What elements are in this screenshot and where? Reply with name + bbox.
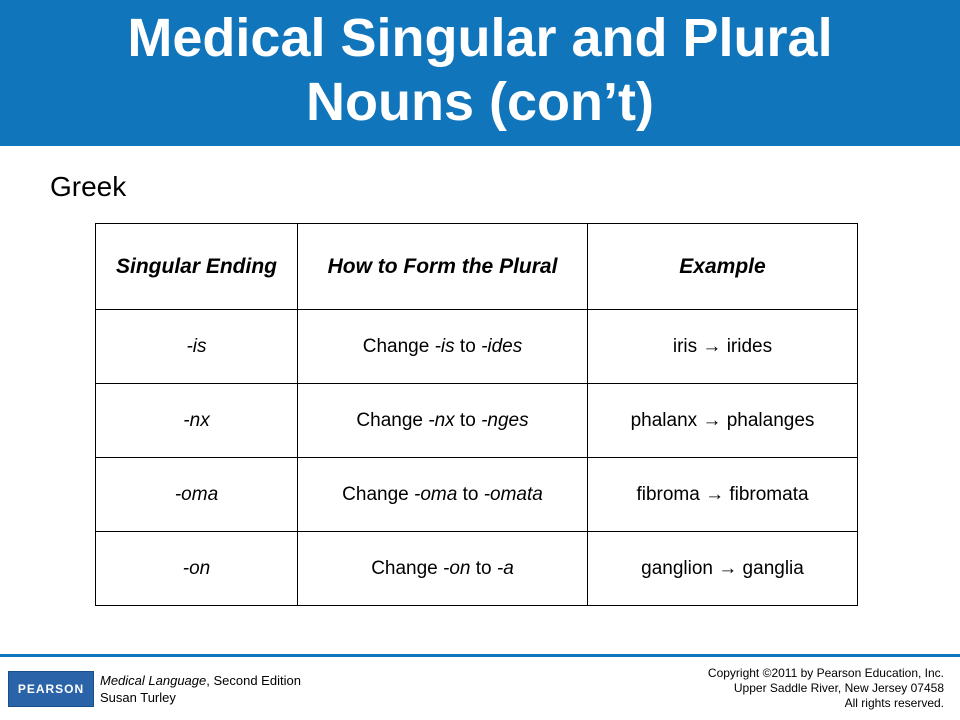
table-row	[96, 532, 858, 606]
rule-cell	[298, 384, 588, 458]
pearson-logo: PEARSON	[8, 671, 94, 707]
rule-prefix: Change	[362, 335, 435, 357]
book-edition: , Second Edition	[206, 673, 301, 688]
header-example: Example	[588, 224, 858, 310]
table-row	[96, 458, 858, 532]
book-credit	[100, 672, 301, 706]
rule-from: -on	[443, 557, 471, 579]
table-row	[96, 310, 858, 384]
rule-to: -omata	[483, 483, 543, 505]
ending-cell: -nx	[96, 384, 298, 458]
example-cell: iris → irides	[588, 310, 858, 384]
rule-prefix: Change	[342, 483, 414, 505]
table-header-row	[96, 224, 858, 310]
table-row	[96, 384, 858, 458]
ending-cell: -is	[96, 310, 298, 384]
rule-from: -oma	[414, 483, 458, 505]
rule-prefix: Change	[371, 557, 444, 579]
rule-mid: to	[454, 335, 482, 357]
rule-prefix: Change	[356, 409, 429, 431]
ending-cell: -oma	[96, 458, 298, 532]
example-cell: fibroma → fibromata	[588, 458, 858, 532]
book-title-line	[100, 672, 301, 689]
title-line-2: Nouns (con’t)	[306, 72, 654, 132]
rule-cell	[298, 458, 588, 532]
ending-cell: -on	[96, 532, 298, 606]
rule-to: -ides	[481, 335, 523, 357]
author-name: Susan Turley	[100, 690, 176, 705]
slide-title	[0, 6, 960, 134]
title-bar	[0, 0, 960, 146]
copyright-line-1: Copyright ©2011 by Pearson Education, Inc.	[707, 666, 944, 680]
title-line-1: Medical Singular and Plural	[127, 8, 833, 68]
rule-to: -a	[496, 557, 514, 579]
rule-to: -nges	[481, 409, 529, 431]
example-cell: ganglion → ganglia	[588, 532, 858, 606]
book-title: Medical Language	[100, 673, 207, 688]
rule-mid: to	[457, 483, 484, 505]
section-label: Greek	[50, 171, 127, 202]
plural-rules-table	[95, 223, 858, 606]
rule-mid: to	[470, 557, 497, 579]
rule-from: -nx	[428, 409, 455, 431]
footer-divider	[0, 654, 960, 657]
rule-cell	[298, 310, 588, 384]
copyright-line-2: Upper Saddle River, New Jersey 07458	[733, 681, 944, 695]
rule-from: -is	[434, 335, 455, 357]
example-cell: phalanx → phalanges	[588, 384, 858, 458]
header-how-to-form-plural: How to Form the Plural	[298, 224, 588, 310]
header-singular-ending: Singular Ending	[96, 224, 298, 310]
copyright-line-3: All rights reserved.	[844, 696, 944, 710]
rule-cell	[298, 532, 588, 606]
copyright-notice	[708, 666, 944, 711]
rule-mid: to	[454, 409, 482, 431]
